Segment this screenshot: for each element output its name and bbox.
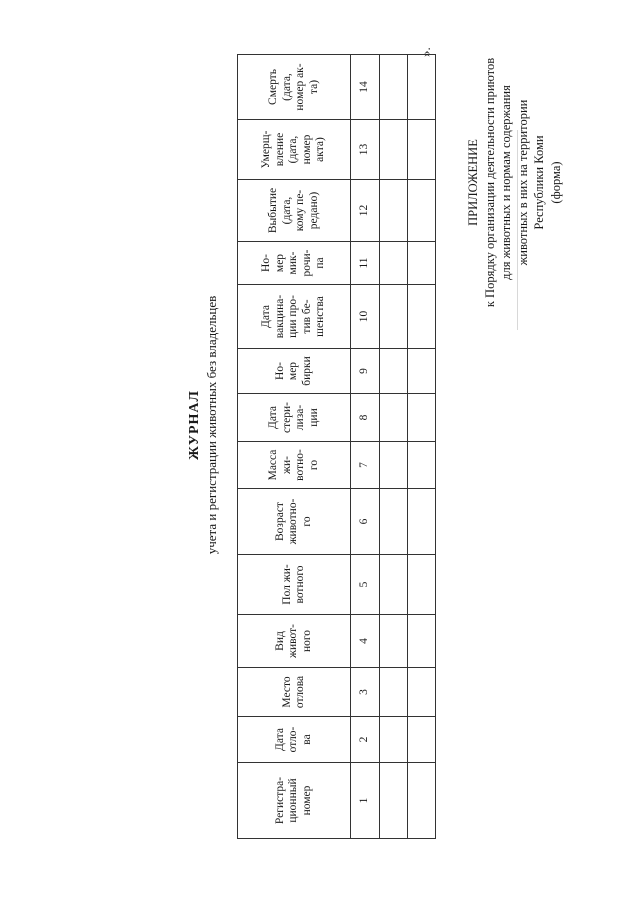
empty-cell [408, 489, 436, 555]
empty-cell [380, 763, 408, 839]
header-cell: Регистра- ционный номер [238, 763, 351, 839]
empty-row [408, 55, 436, 839]
empty-cell [380, 442, 408, 489]
column-number-row [351, 55, 380, 839]
empty-cell [380, 285, 408, 349]
empty-cell [408, 285, 436, 349]
empty-cell [380, 615, 408, 668]
header-cell: Смерть (дата, номер ак- та) [238, 55, 351, 120]
header-cell: Пол жи- вотного [238, 555, 351, 615]
column-number: 2 [351, 717, 380, 763]
column-number: 11 [351, 242, 380, 285]
empty-cell [408, 717, 436, 763]
empty-cell [380, 349, 408, 394]
appendix-line: (форма) [548, 161, 563, 204]
empty-cell [380, 180, 408, 242]
registration-table [237, 54, 436, 839]
empty-cell [408, 120, 436, 180]
empty-cell [380, 394, 408, 442]
appendix-line: к Порядку организации деятельности приютов [482, 57, 497, 308]
appendix-line: ПРИЛОЖЕНИЕ [466, 139, 480, 226]
empty-cell [380, 242, 408, 285]
empty-cell [408, 668, 436, 717]
header-cell: Возраст животно- го [238, 489, 351, 555]
header-cell: Но- мер мик- рочи- па [238, 242, 351, 285]
header-cell: Место отлова [238, 668, 351, 717]
header-cell: Масса жи- вотно- го [238, 442, 351, 489]
header-cell: Но- мер бирки [238, 349, 351, 394]
header-cell: Выбытие (дата, кому пе- редано) [238, 180, 351, 242]
column-number: 12 [351, 180, 380, 242]
empty-cell [380, 489, 408, 555]
empty-cell [380, 55, 408, 120]
empty-cell [408, 180, 436, 242]
empty-cell [408, 394, 436, 442]
column-number: 9 [351, 349, 380, 394]
empty-cell [408, 442, 436, 489]
empty-cell [408, 55, 436, 120]
column-number: 13 [351, 120, 380, 180]
header-cell: Дата вакцина- ции про- тив бе- шенства [238, 285, 351, 349]
appendix-header [465, 15, 564, 350]
empty-cell [380, 668, 408, 717]
header-cell: Вид живот- ного [238, 615, 351, 668]
journal-heading [186, 245, 220, 605]
column-number: 14 [351, 55, 380, 120]
end-mark: ». [418, 47, 433, 57]
column-number: 6 [351, 489, 380, 555]
column-number: 1 [351, 763, 380, 839]
empty-cell [380, 555, 408, 615]
empty-cell [380, 120, 408, 180]
appendix-line: животных в них на территории [515, 99, 530, 266]
appendix-line: для животных и нормам содержания [499, 85, 513, 280]
journal-title: ЖУРНАЛ [187, 390, 202, 460]
header-row [238, 55, 351, 839]
column-number: 7 [351, 442, 380, 489]
column-number: 10 [351, 285, 380, 349]
column-number: 4 [351, 615, 380, 668]
empty-cell [408, 555, 436, 615]
empty-row [380, 55, 408, 839]
header-cell: Умерщ- вление (дата, номер акта) [238, 120, 351, 180]
appendix-line: Республики Коми [532, 135, 546, 230]
empty-cell [408, 763, 436, 839]
empty-cell [408, 615, 436, 668]
column-number: 8 [351, 394, 380, 442]
header-cell: Дата отло- ва [238, 717, 351, 763]
column-number: 3 [351, 668, 380, 717]
column-number: 5 [351, 555, 380, 615]
journal-subtitle: учета и регистрации животных без владельцев [204, 295, 219, 555]
empty-cell [380, 717, 408, 763]
empty-cell [408, 349, 436, 394]
empty-cell [408, 242, 436, 285]
header-cell: Дата стери- лиза- ции [238, 394, 351, 442]
